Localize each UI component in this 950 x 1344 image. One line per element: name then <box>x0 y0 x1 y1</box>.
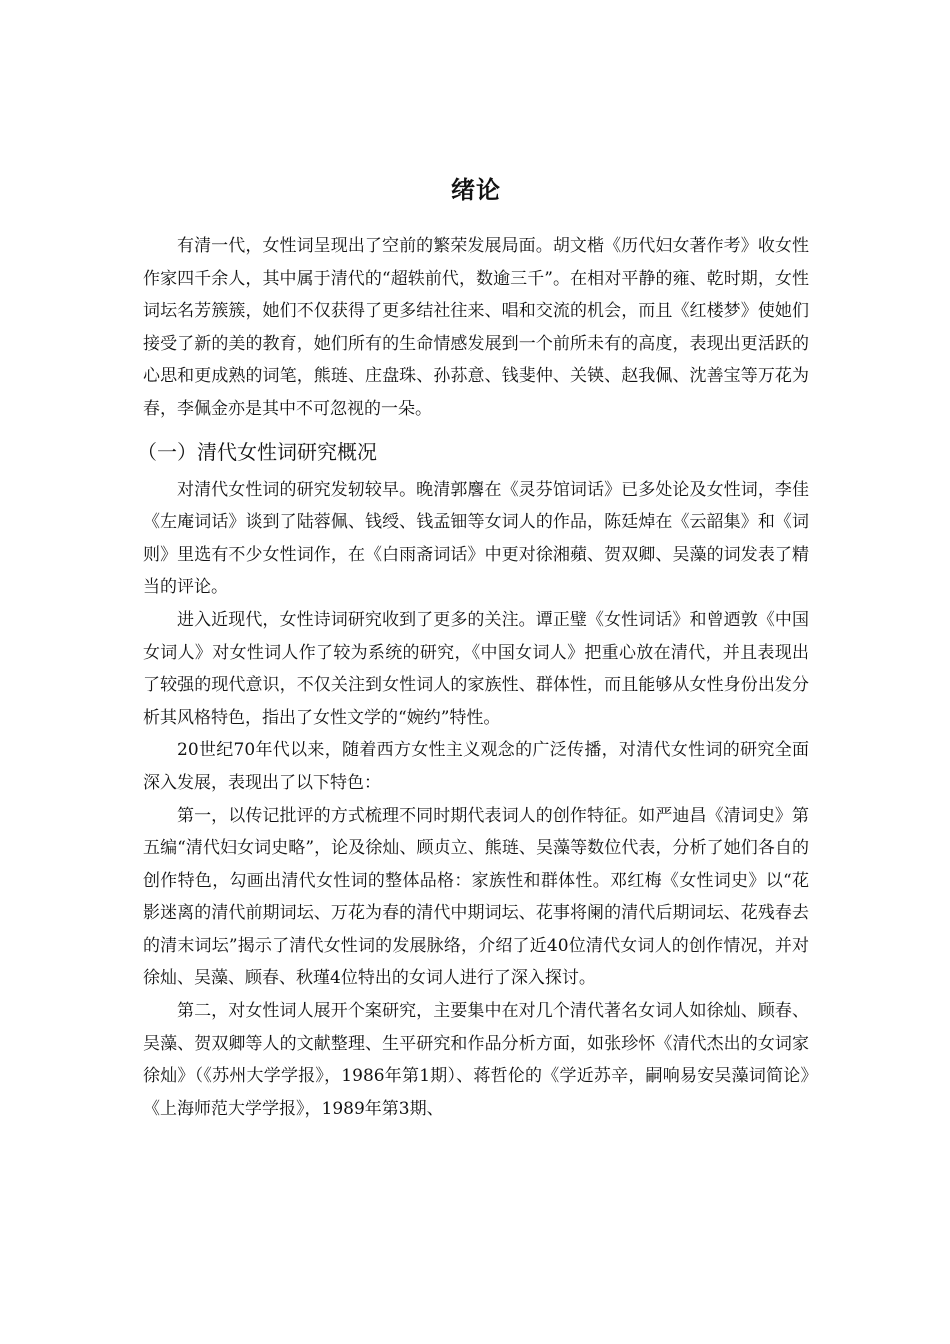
section-heading: （一）清代女性词研究概况 <box>137 439 377 464</box>
intro-paragraph: 有清一代，女性词呈现出了空前的繁荣发展局面。胡文楷《历代妇女著作考》收女性作家四千余人，其中属于清代的“超轶前代，数逾三千”。在相对平静的雍、乾时期，女性词坛名芳簇簇，她们不仅获得了更多结社往来、唱和交流的机会，而且《红楼梦》使她们接受了新的美的教育，她们所有的生命情感发展到一个前所未有的高度，表现出更活跃的心思和更成熟的词笔，熊琏、庄盘珠、孙荪意、钱斐仲、关锳、赵我佩、沈善宝等万花为春，李佩金亦是其中不可忽视的一朵。 <box>143 236 809 419</box>
body-paragraph: 20世纪70年代以来，随着西方女性主义观念的广泛传播，对清代女性词的研究全面深入发展，表现出了以下特色： <box>143 740 809 793</box>
body-paragraph: 第二，对女性词人展开个案研究，主要集中在对几个清代著名女词人如徐灿、顾春、吴藻、贺双卿等人的文献整理、生平研究和作品分析方面，如张珍怀《清代杰出的女词家徐灿》（《苏州大学学报》，1986年第1期）、蒋哲伦的《学近苏辛，嗣响易安吴藻词简论》《上海师范大学学报》，1989年第3期、 <box>143 1001 809 1119</box>
body-paragraph: 对清代女性词的研究发轫较早。晚清郭麐在《灵芬馆词话》已多处论及女性词，李佳《左庵词话》谈到了陆蓉佩、钱绶、钱孟钿等女词人的作品，陈廷焯在《云韶集》和《词则》里选有不少女性词作，在《白雨斋词话》中更对徐湘蘋、贺双卿、吴藻的词发表了精当的评论。 <box>143 479 809 598</box>
body-paragraph: 进入近现代，女性诗词研究收到了更多的关注。谭正璧《女性词话》和曾迺敦《中国女词人》对女性词人作了较为系统的研究，《中国女词人》把重心放在清代，并且表现出了较强的现代意识，不仅关注到女性词人的家族性、群体性，而且能够从女性身份出发分析其风格特色，指出了女性文学的“婉约”特性。 <box>143 609 809 728</box>
page-title: 绪论 <box>451 176 501 204</box>
body-paragraph: 第一，以传记批评的方式梳理不同时期代表词人的创作特征。如严迪昌《清词史》第五编“清代妇女词史略”，论及徐灿、顾贞立、熊琏、吴藻等数位代表，分析了她们各自的创作特色，勾画出清代女性词的整体品格：家族性和群体性。邓红梅《女性词史》以“花影迷离的清代前期词坛、万花为春的清代中期词坛、花事将阑的清代后期词坛、花残春去的清末词坛”揭示了清代女性词的发展脉络，介绍了近40位清代女词人的创作情况，并对徐灿、吴藻、顾春、秋瑾4位特出的女词人进行了深入探讨。 <box>143 805 809 989</box>
document-page <box>137 170 809 1125</box>
